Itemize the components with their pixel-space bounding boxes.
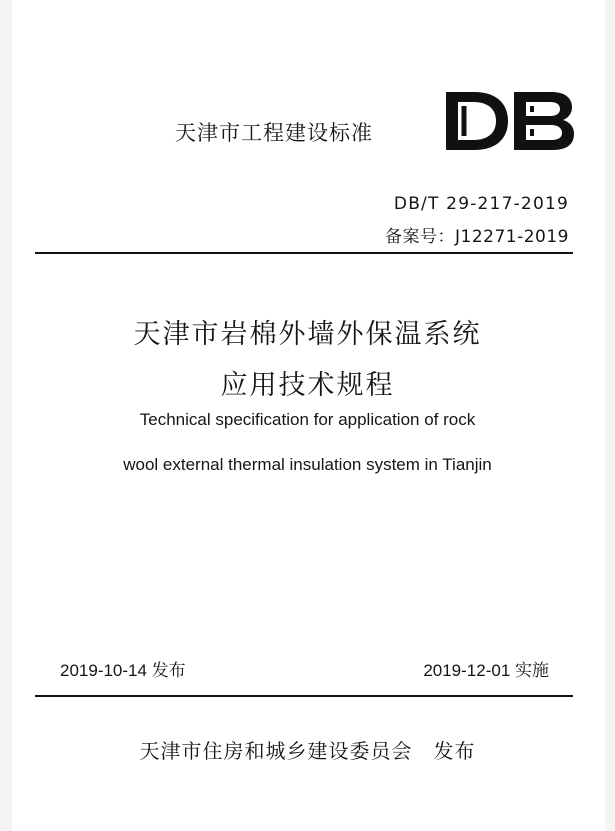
bottom-divider xyxy=(35,695,573,697)
main-title-line2: 应用技术规程 xyxy=(220,370,395,401)
top-divider xyxy=(35,252,573,254)
db-logo xyxy=(444,90,576,152)
main-title-line1: 天津市岩棉外墙外保温系统 xyxy=(133,319,482,350)
english-title-line2: wool external thermal insulation system in Tianjin xyxy=(123,455,492,474)
standard-category: 天津市工程建设标准 xyxy=(175,121,373,145)
implementation-date: 2019-12-01 实施 xyxy=(423,661,549,680)
english-title-line1: Technical specification for application of rock xyxy=(139,410,476,429)
issue-date: 2019-10-14 发布 xyxy=(60,661,186,680)
publisher: 天津市住房和城乡建设委员会 发布 xyxy=(139,739,476,763)
standard-number: DB/T 29-217-2019 xyxy=(393,194,569,214)
record-number: 备案号：J12271-2019 xyxy=(385,227,569,247)
